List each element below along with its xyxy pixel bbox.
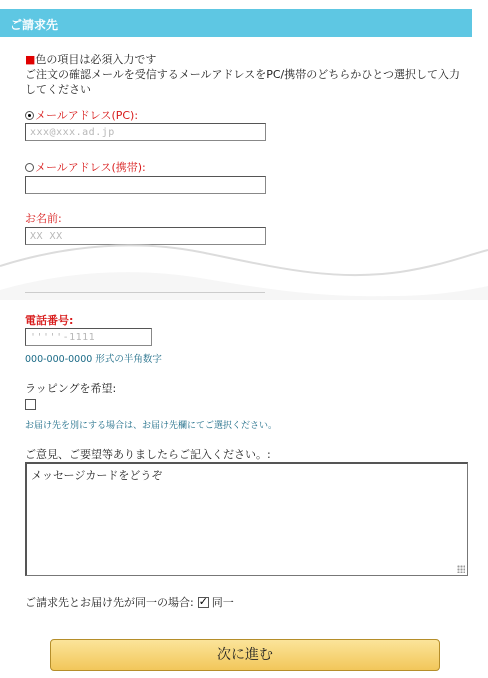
- partial-input-edge: [25, 292, 265, 294]
- comments-textarea[interactable]: [25, 462, 468, 576]
- required-notice: [25, 52, 465, 67]
- required-notice-text: 色の項目は必須入力です: [35, 53, 157, 66]
- email-pc-option[interactable]: [25, 107, 138, 123]
- name-label: お名前:: [25, 212, 62, 225]
- phone-input[interactable]: [25, 328, 152, 346]
- phone-format-hint: 000-000-0000 形式の半角数字: [25, 354, 162, 365]
- email-pc-radio[interactable]: [25, 111, 34, 120]
- email-pc-value: xxx@xxx.ad.jp: [30, 127, 115, 138]
- comments-value: メッセージカードをどうぞ: [31, 469, 163, 482]
- wrapping-note: お届け先を別にする場合は、お届け先欄にてご選択ください。: [25, 421, 278, 431]
- required-color-mark: ■: [25, 53, 36, 66]
- same-address-row: [25, 594, 234, 610]
- email-mobile-option[interactable]: [25, 159, 146, 175]
- email-pc-input[interactable]: [25, 123, 266, 141]
- wrapping-label: ラッピングを希望:: [25, 382, 117, 395]
- email-mobile-radio[interactable]: [25, 163, 34, 172]
- same-address-label: ご請求先とお届け先が同一の場合:: [25, 596, 194, 609]
- torn-edge-decoration: [0, 240, 488, 300]
- email-instruction: ご注文の確認メールを受信するメールアドレスをPC/携帯のどちらかひとつ選択して入力してください: [25, 68, 461, 96]
- resize-grip-icon[interactable]: [457, 565, 465, 573]
- section-header: [0, 9, 472, 37]
- wrapping-checkbox[interactable]: [25, 399, 36, 410]
- section-title: ご請求先: [10, 18, 59, 32]
- next-button-label: 次に進む: [217, 647, 273, 663]
- name-value: XX XX: [30, 231, 63, 242]
- email-mobile-input[interactable]: [25, 176, 266, 194]
- email-pc-label: メールアドレス(PC):: [35, 109, 139, 122]
- phone-label: 電話番号:: [25, 314, 74, 327]
- email-mobile-label: メールアドレス(携帯):: [35, 161, 146, 174]
- same-address-checkbox-label[interactable]: 同一: [211, 596, 234, 609]
- comments-label: ご意見、ご要望等ありましたらご記入ください。:: [25, 448, 271, 461]
- same-address-checkbox[interactable]: [198, 597, 209, 608]
- form-notice: [25, 52, 465, 97]
- next-button[interactable]: [50, 639, 440, 671]
- phone-value: '''''-1111: [30, 332, 96, 343]
